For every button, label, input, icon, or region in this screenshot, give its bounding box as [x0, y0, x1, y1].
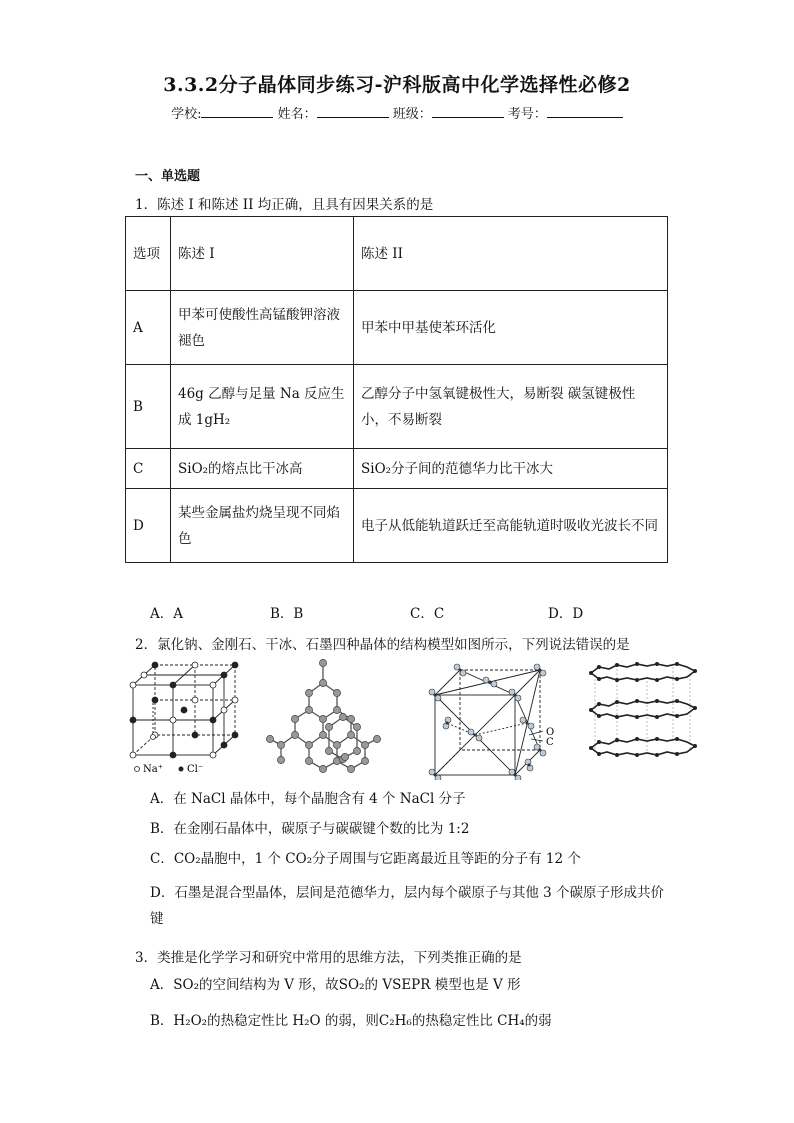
name-label: 姓名：	[277, 107, 317, 122]
table-cell-statement-2: 电子从低能轨道跃迁至高能轨道时吸收光波长不同	[354, 489, 668, 563]
question-3-option-a[interactable]: A．SO₂的空间结构为 V 形，故SO₂的 VSEPR 模型也是 V 形	[150, 977, 521, 993]
option-b[interactable]: B．B	[270, 606, 304, 622]
label-c: C	[546, 737, 554, 748]
label-o-pointer	[529, 731, 543, 735]
section-heading: 一、单选题	[135, 169, 201, 184]
label-o: O	[546, 727, 555, 738]
question-2-option-b[interactable]: B．在金刚石晶体中，碳原子与碳碳键个数的比为 1:2	[150, 821, 470, 837]
graphite-structure-icon	[589, 662, 697, 757]
table-row	[126, 291, 668, 365]
option-c[interactable]: C．C	[410, 606, 445, 622]
question-2-option-d[interactable]: D．石墨是混合型晶体，层间是范德华力，层内每个碳原子与其他 3 个碳原子形成共价键	[150, 885, 664, 927]
exam-number-blank[interactable]	[547, 105, 623, 118]
legend-cl: Cl⁻	[187, 764, 204, 775]
table-cell-option: D	[126, 489, 171, 563]
table-header-cell: 陈述 II	[354, 217, 668, 291]
table-header-cell: 陈述 I	[171, 217, 354, 291]
table-row	[126, 365, 668, 449]
table-cell-statement-1: 甲苯可使酸性高锰酸钾溶液褪色	[171, 291, 354, 365]
school-label: 学校:	[171, 107, 202, 122]
crystal-structures-figure	[125, 655, 705, 780]
question-3-stem: 3．类推是化学学习和研究中常用的思维方法，下列类推正确的是	[135, 950, 522, 966]
question-2-option-c[interactable]: C．CO₂晶胞中，1 个 CO₂分子周围与它距离最近且等距的分子有 12 个	[150, 851, 581, 867]
table-header-row	[126, 217, 668, 291]
table-header-cell: 选项	[126, 217, 171, 291]
table-cell-statement-2: 甲苯中甲基使苯环活化	[354, 291, 668, 365]
exam-number-label: 考号：	[507, 107, 547, 122]
name-blank[interactable]	[317, 105, 389, 118]
table-cell-statement-1: 某些金属盐灼烧呈现不同焰色	[171, 489, 354, 563]
question-2-option-a[interactable]: A．在 NaCl 晶体中，每个晶胞含有 4 个 NaCl 分子	[150, 791, 466, 807]
question-3-option-b[interactable]: B．H₂O₂的热稳定性比 H₂O 的弱，则C₂H₆的热稳定性比 CH₄的弱	[150, 1013, 552, 1029]
question-2-stem: 2．氯化钠、金刚石、干冰、石墨四种晶体的结构模型如图所示，下列说法错误的是	[135, 637, 630, 653]
option-a[interactable]: A．A	[150, 606, 183, 622]
page-title: 3.3.2分子晶体同步练习-沪科版高中化学选择性必修2	[163, 74, 631, 96]
table-cell-statement-1: SiO₂的熔点比干冰高	[171, 449, 354, 489]
class-label: 班级：	[392, 107, 432, 122]
student-info-line	[0, 103, 794, 122]
question-1-stem: 1．陈述 I 和陈述 II 均正确，且具有因果关系的是	[135, 197, 434, 213]
table-cell-option: A	[126, 291, 171, 365]
label-c-pointer	[531, 739, 543, 741]
table-cell-option: B	[126, 365, 171, 449]
table-cell-statement-1: 46g 乙醇与足量 Na 反应生成 1gH₂	[171, 365, 354, 449]
class-blank[interactable]	[432, 105, 504, 118]
cl-ion-legend-icon	[179, 767, 184, 772]
school-blank[interactable]	[201, 105, 273, 118]
legend-na: Na⁺	[143, 764, 163, 775]
table-row	[126, 449, 668, 489]
table-cell-statement-2: SiO₂分子间的范德华力比干冰大	[354, 449, 668, 489]
na-ion-legend-icon	[135, 767, 140, 772]
question-1-table	[125, 216, 668, 563]
option-d[interactable]: D．D	[548, 606, 584, 622]
table-cell-statement-2: 乙醇分子中氢氧键极性大，易断裂 碳氢键极性小，不易断裂	[354, 365, 668, 449]
table-row	[126, 489, 668, 563]
table-cell-option: C	[126, 449, 171, 489]
